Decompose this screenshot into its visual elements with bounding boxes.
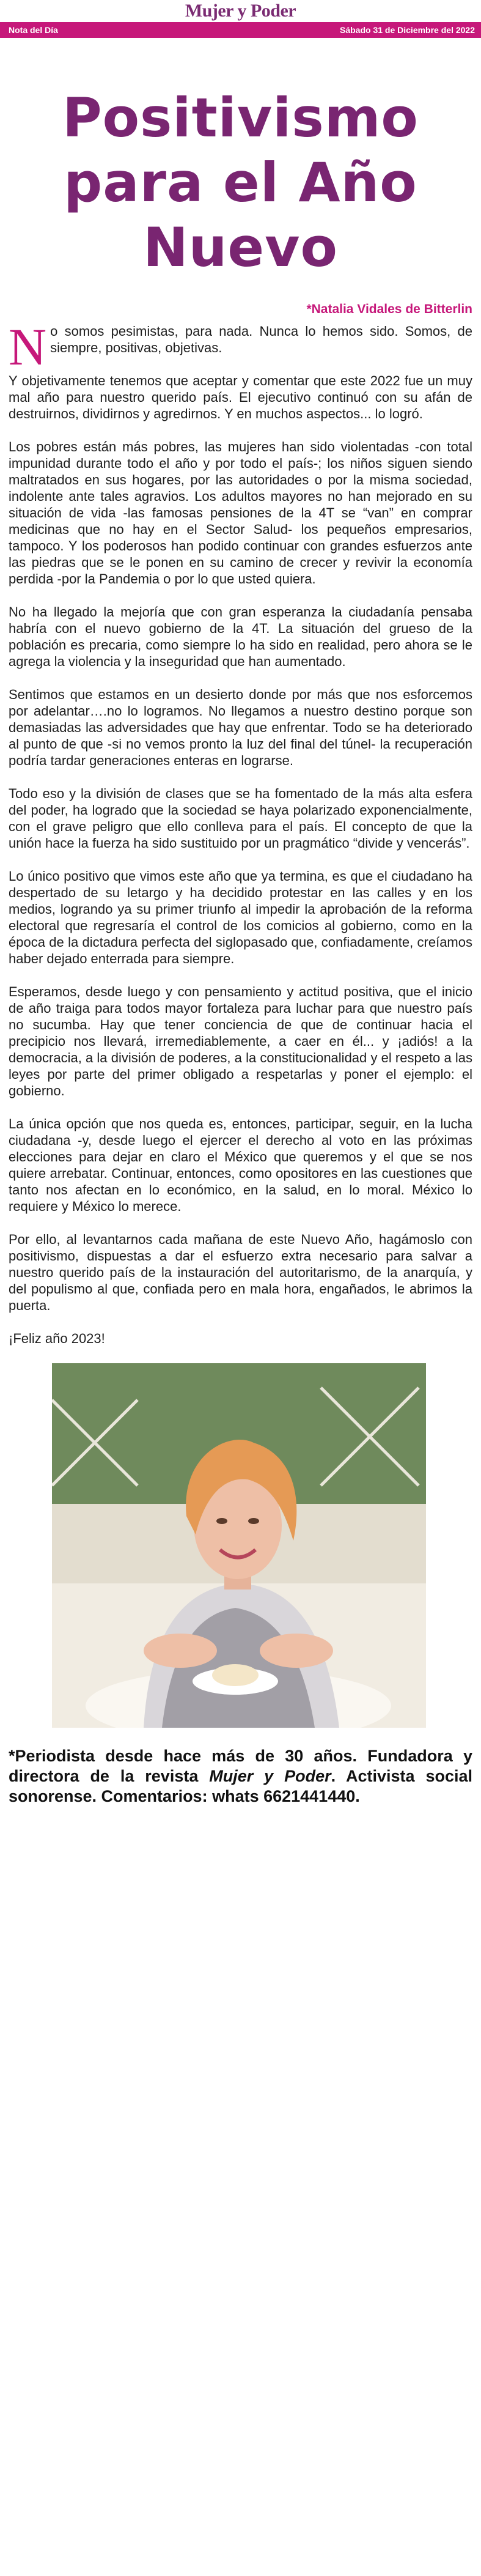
paragraph: No somos pesimistas, para nada. Nunca lo hemos sido. Somos, de siempre, positivas, objetivas. — [9, 317, 472, 376]
paragraph: Todo eso y la división de clases que se ha fomentado de la más alta esfera del poder, ha logrado que la sociedad se haya polarizado exponencialmente, con el grave peligro que ello conlleva para el país. El concepto de que la unión hace la fuerza ha sido sustituido por un pragmático “divide y vencerás”. — [9, 786, 472, 851]
author-photo — [52, 1363, 426, 1728]
masthead — [0, 0, 481, 22]
paragraph: Sentimos que estamos en un desierto donde por más que nos esforcemos por adelantar….no lo logramos. No llegamos a nuestro destino porque son demasiadas las adversidades que hay que enfrentar. Todo se ha deteriorado al punto de que -si no vemos pronto la luz del final del túnel- la recuperación podría tardar generaciones enteras en lograrse. — [9, 687, 472, 768]
article-body — [9, 317, 472, 1347]
paragraph: Lo único positivo que vimos este año que ya termina, es que el ciudadano ha despertado de su letargo y ha decidido protestar en las calles y en los medios, logrando ya su primer triunfo al impedir la aprobación de la reforma electoral que regresaría el control de los comicios al gobierno, como en la época de la dictadura perfecta del siglopasado que, confiadamente, creíamos haber dejado enterrada para siempre. — [9, 868, 472, 966]
brand-logo: Mujer y Poder — [185, 1, 296, 21]
magazine-title: Mujer y Poder — [209, 1767, 331, 1785]
paragraph: La única opción que nos queda es, entonces, participar, seguir, en la lucha ciudadana -y, desde luego el ejercer el derecho al voto en las próximas elecciones para dejar en claro el México que queremos y el que se nos quiere arrebatar. Continuar, entonces, como opositores en las cuestiones que tanto nos afectan en lo económico, en la salud, en lo moral. México lo requiere y México lo merece. — [9, 1116, 472, 1214]
drop-cap: N — [9, 317, 47, 376]
issue-date: Sábado 31 de Diciembre del 2022 — [340, 25, 475, 35]
author-bio: *Periodista desde hace más de 30 años. Fundadora y directora de la revista Mujer y Poder. Activista social sonorense. Comentarios: whats 6621441440. — [9, 1747, 473, 1805]
section-bar — [0, 22, 481, 38]
paragraph: Los pobres están más pobres, las mujeres han sido violentadas -con total impunidad durante todo el año y por todo el país-; los niños siguen siendo maltratados en sus hogares, por las autoridades o por la misma sociedad, indolente ante tales agravios. Los adultos mayores no han mejorado en su situación de vida -las famosas pensiones de la 4T se “van” en comprar medicinas que no hay en el Sector Salud- los pequeños empresarios, tampoco. Y los poderosos han podido continuar con grandes esfuerzos ante las piedras que se le ponen en su camino de crecer y revivir la economía perdida -por la Pandemia o por lo que usted quiera. — [9, 439, 472, 587]
closing-line: ¡Feliz año 2023! — [9, 1331, 105, 1346]
paragraph: Esperamos, desde luego y con pensamiento y actitud positiva, que el inicio de año traiga para todos mayor fortaleza para luchar para que nuestro país no sucumba. Hay que tener conciencia de que de continuar hacia el precipicio nos llevará, irremediablemente, a caer en él... y ¡adiós! a la democracia, a la división de poderes, a la constitucionalidad y el respeto a las leyes por parte del primer obligado a respetarlas y poner el ejemplo: el gobierno. — [9, 984, 472, 1098]
paragraph: No ha llegado la mejoría que con gran esperanza la ciudadanía pensaba habría con el nuevo gobierno de la 4T. La situación del grueso de la población es precaria, como siempre lo ha sido en realidad, pero ahora se le agrega la violencia y la inseguridad que han aumentado. — [9, 604, 472, 669]
headline: Positivismo para el Año Nuevo — [62, 86, 419, 279]
paragraph: Por ello, al levantarnos cada mañana de este Nuevo Año, hagámoslo con positivismo, dispuestas a dar el esfuerzo extra necesario para salvar a nuestro querido país de la instauración del autoritarismo, de la anarquía, y del populismo al que, confiada pero en mala hora, engañados, le abrimos la puerta. — [9, 1232, 472, 1313]
author-photo-illustration — [52, 1363, 426, 1728]
section-label: Nota del Día — [9, 25, 58, 35]
byline: *Natalia Vidales de Bitterlin — [306, 302, 472, 316]
paragraph: Y objetivamente tenemos que aceptar y comentar que este 2022 fue un muy mal año para nuestro querido país. El ejecutivo continuó con su afán de destruirnos, dividirnos y agredirnos. Y en muchos aspectos... lo logró. — [9, 373, 472, 421]
